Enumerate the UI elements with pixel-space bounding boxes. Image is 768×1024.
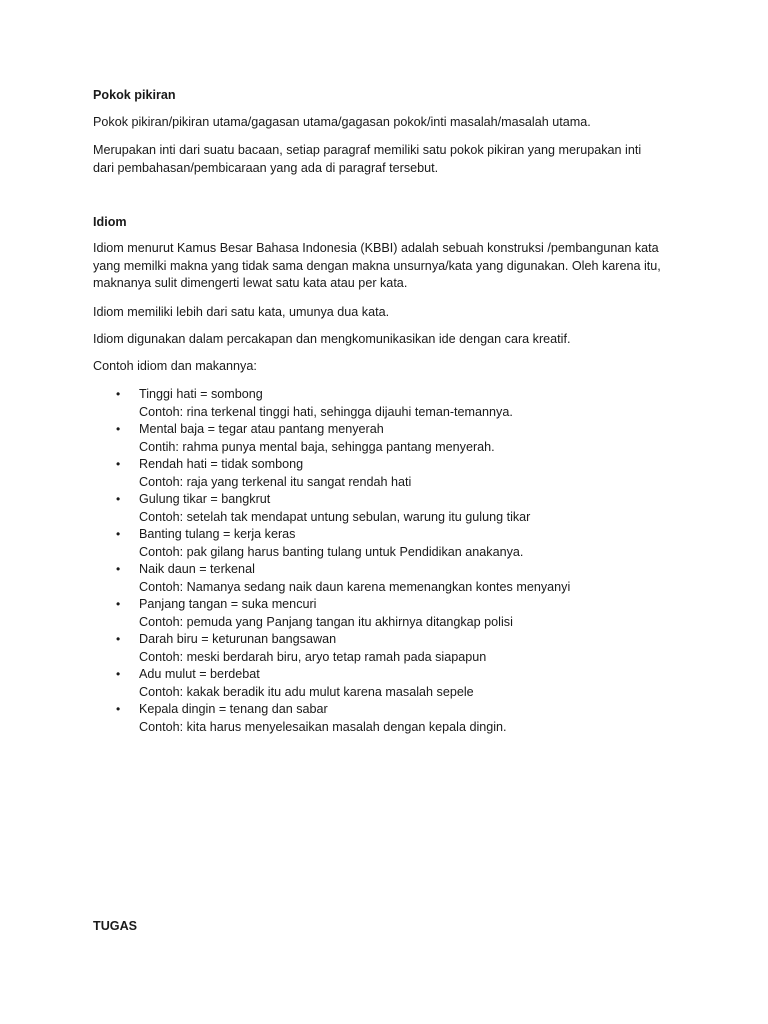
idiom-example: Contoh: kita harus menyelesaikan masalah dengan kepala dingin. [139,719,507,734]
paragraph-line: maknanya sulit dimengerti lewat satu kata atau per kata. [93,276,408,290]
list-item [93,491,713,526]
bullet-icon: • [116,667,121,681]
idiom-example: Contoh: pemuda yang Panjang tangan itu akhirnya ditangkap polisi [139,614,513,629]
paragraph-line: yang memilki makna yang tidak sama dengan makna unsurnya/kata yang digunakan. Oleh karena itu, [93,258,661,273]
idiom-example: Contih: rahma punya mental baja, sehingga pantang menyerah. [139,439,495,454]
list-item [93,456,713,491]
heading-idiom: Idiom [93,215,127,229]
heading-tugas: TUGAS [93,919,138,933]
list-item [93,666,713,701]
idiom-example: Contoh: kakak beradik itu adu mulut karena masalah sepele [139,684,474,699]
idiom-term: Rendah hati = tidak sombong [139,457,304,471]
list-item [93,701,713,736]
bullet-icon: • [116,597,121,611]
list-item [93,386,713,421]
idiom-term: Naik daun = terkenal [139,562,255,576]
bullet-icon: • [116,632,121,646]
bullet-icon: • [116,457,121,471]
idiom-term: Kepala dingin = tenang dan sabar [139,702,328,716]
bullet-icon: • [116,492,121,506]
paragraph-idiom-words: Idiom memiliki lebih dari satu kata, umunya dua kata. [93,305,390,319]
bullet-icon: • [116,702,121,716]
idiom-term: Gulung tikar = bangkrut [139,492,271,506]
list-item [93,561,713,596]
idiom-term: Adu mulut = berdebat [139,667,260,681]
paragraph-idiom-definition [93,240,693,293]
idiom-list [93,386,713,736]
bullet-icon: • [116,527,121,541]
bullet-icon: • [116,422,121,436]
idiom-example: Contoh: pak gilang harus banting tulang untuk Pendidikan anakanya. [139,544,524,559]
idiom-example: Contoh: Namanya sedang naik daun karena memenangkan kontes menyanyi [139,579,571,594]
idiom-example: Contoh: raja yang terkenal itu sangat rendah hati [139,474,412,489]
paragraph-line: dari pembahasan/pembicaraan yang ada di paragraf tersebut. [93,160,439,175]
idiom-term: Panjang tangan = suka mencuri [139,597,317,611]
paragraph-examples-intro: Contoh idiom dan makannya: [93,359,257,373]
paragraph-idiom-usage: Idiom digunakan dalam percakapan dan mengkomunikasikan ide dengan cara kreatif. [93,332,571,346]
list-item [93,526,713,561]
paragraph-definition: Pokok pikiran/pikiran utama/gagasan utama/gagasan pokok/inti masalah/masalah utama. [93,115,591,129]
idiom-term: Banting tulang = kerja keras [139,527,296,541]
idiom-example: Contoh: setelah tak mendapat untung sebulan, warung itu gulung tikar [139,509,531,524]
bullet-icon: • [116,562,121,576]
idiom-term: Mental baja = tegar atau pantang menyerah [139,422,384,436]
idiom-term: Tinggi hati = sombong [139,387,263,401]
list-item [93,596,713,631]
idiom-example: Contoh: meski berdarah biru, aryo tetap ramah pada siapapun [139,649,487,664]
paragraph-line: Idiom menurut Kamus Besar Bahasa Indonesia (KBBI) adalah sebuah konstruksi /pembangunan kata [93,241,659,255]
list-item [93,631,713,666]
paragraph-line: Merupakan inti dari suatu bacaan, setiap paragraf memiliki satu pokok pikiran yang merupakan inti [93,143,642,157]
paragraph-explanation [93,142,693,177]
idiom-term: Darah biru = keturunan bangsawan [139,632,337,646]
heading-pokok-pikiran: Pokok pikiran [93,88,176,102]
bullet-icon: • [116,387,121,401]
idiom-example: Contoh: rina terkenal tinggi hati, sehingga dijauhi teman-temannya. [139,404,513,419]
list-item [93,421,713,456]
